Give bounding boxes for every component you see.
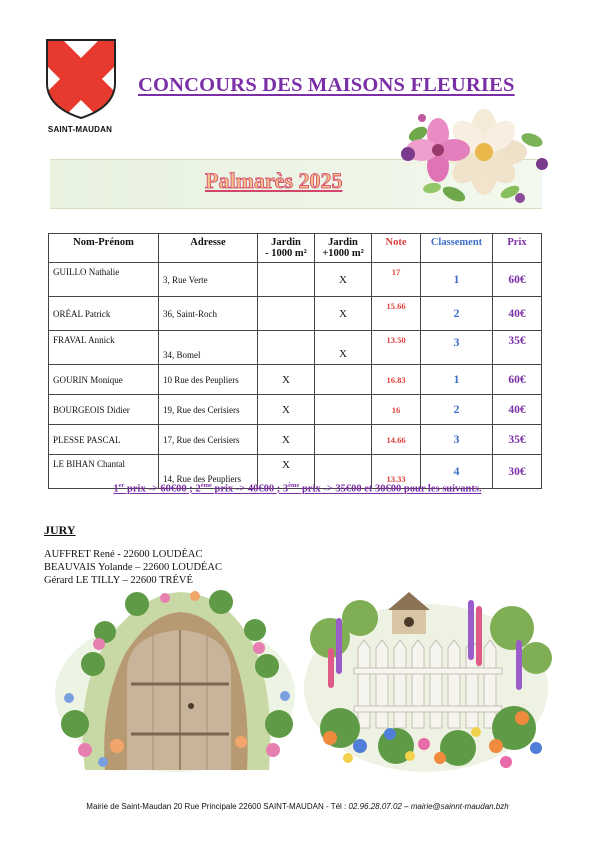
col-header-prize: Prix [493, 234, 542, 263]
prize-rule [40, 482, 555, 495]
cell-rank: 3 [421, 331, 493, 365]
col-header-address: Adresse [159, 234, 258, 263]
town-name: SAINT-MAUDAN [47, 125, 113, 134]
cell-name: PLESSE PASCAL [49, 425, 159, 455]
cell-large-garden: X [315, 297, 372, 331]
cell-prize: 40€ [493, 395, 542, 425]
cell-small-garden: X [258, 455, 315, 489]
cell-name: GOURIN Monique [49, 365, 159, 395]
cell-prize: 30€ [493, 455, 542, 489]
page-title: CONCOURS DES MAISONS FLEURIES [138, 74, 515, 96]
cell-rank: 2 [421, 297, 493, 331]
town-crest-icon [44, 37, 118, 121]
cell-note: 13.50 [372, 331, 421, 365]
col-header-note: Note [372, 234, 421, 263]
table-row [49, 297, 542, 331]
cell-note: 13.33 [372, 455, 421, 489]
cell-note: 16.83 [372, 365, 421, 395]
col-header-rank: Classement [421, 234, 493, 263]
prize-rule-1-sup: er [118, 482, 125, 489]
cell-rank: 3 [421, 425, 493, 455]
cell-name: ORÉAL Patrick [49, 297, 159, 331]
cell-prize: 35€ [493, 425, 542, 455]
cell-address: 10 Rue des Peupliers [159, 365, 258, 395]
cell-large-garden: X [315, 263, 372, 297]
cell-rank: 1 [421, 263, 493, 297]
prize-rule-2-num: 2 [195, 483, 201, 495]
col-header-small-garden: Jardin - 1000 m² [258, 234, 315, 263]
cell-small-garden: X [258, 425, 315, 455]
table-row [49, 263, 542, 297]
cell-rank: 2 [421, 395, 493, 425]
banner-title: Palmarès 2025 [205, 168, 343, 193]
cell-note: 17 [372, 263, 421, 297]
jury-member: AUFFRET René - 22600 LOUDÉAC [44, 549, 203, 560]
jury-member: Gérard LE TILLY – 22600 TRÉVÉ [44, 575, 193, 586]
prize-rule-3-num: 3 [282, 483, 289, 495]
footer [0, 802, 595, 811]
cell-small-garden: X [258, 365, 315, 395]
cell-address: 3, Rue Verte [159, 263, 258, 297]
cell-small-garden [258, 331, 315, 365]
cell-address: 19, Rue des Cerisiers [159, 395, 258, 425]
cell-small-garden [258, 297, 315, 331]
garden-fence-icon [300, 578, 552, 776]
cell-large-garden: X [315, 331, 372, 365]
cell-prize: 60€ [493, 365, 542, 395]
prize-rule-2-sup: ème [200, 482, 212, 489]
table-header-row [49, 234, 542, 263]
prize-rule-3-text: prix -> 35€00 et 30€00 pour les suivants. [299, 483, 482, 495]
cell-prize: 40€ [493, 297, 542, 331]
footer-contact: 02.96.28.07.02 – mairie@sainnt-maudan.bzh [348, 802, 509, 811]
prize-rule-3-sup: ème [288, 482, 300, 489]
cell-address: 17, Rue des Cerisiers [159, 425, 258, 455]
cell-small-garden [258, 263, 315, 297]
cell-name: GUILLO Nathalie [49, 263, 159, 297]
cell-small-garden: X [258, 395, 315, 425]
table-row [49, 425, 542, 455]
cell-name: LE BIHAN Chantal [49, 455, 159, 489]
cell-note: 14.66 [372, 425, 421, 455]
table-row [49, 365, 542, 395]
cell-note: 16 [372, 395, 421, 425]
cell-note: 15.66 [372, 297, 421, 331]
garden-door-icon [45, 574, 303, 774]
prize-rule-1-num: 1 [113, 483, 119, 495]
cell-address: 34, Bomel [159, 331, 258, 365]
results-table [48, 233, 542, 489]
col-header-name: Nom-Prénom [49, 234, 159, 263]
col-header-large-garden: Jardin +1000 m² [315, 234, 372, 263]
footer-address: Mairie de Saint-Maudan 20 Rue Principale 22600 SAINT-MAUDAN - Tél : [86, 802, 349, 811]
prize-rule-1-text: prix -> 60€00 ; [124, 483, 196, 495]
cell-large-garden [315, 395, 372, 425]
cell-address: 14, Rue des Peupliers [159, 455, 258, 489]
flower-bouquet-icon [392, 106, 550, 210]
cell-large-garden [315, 425, 372, 455]
cell-prize: 60€ [493, 263, 542, 297]
cell-rank: 4 [421, 455, 493, 489]
cell-rank: 1 [421, 365, 493, 395]
cell-large-garden [315, 365, 372, 395]
cell-address: 36, Saint-Roch [159, 297, 258, 331]
prize-rule-2-text: prix -> 40€00 ; [211, 483, 283, 495]
cell-name: FRAVAL Annick [49, 331, 159, 365]
jury-title: JURY [44, 523, 76, 537]
cell-name: BOURGEOIS Didier [49, 395, 159, 425]
jury-member: BEAUVAIS Yolande – 22600 LOUDÉAC [44, 562, 223, 573]
table-row [49, 395, 542, 425]
table-row [49, 331, 542, 365]
cell-prize: 35€ [493, 331, 542, 365]
